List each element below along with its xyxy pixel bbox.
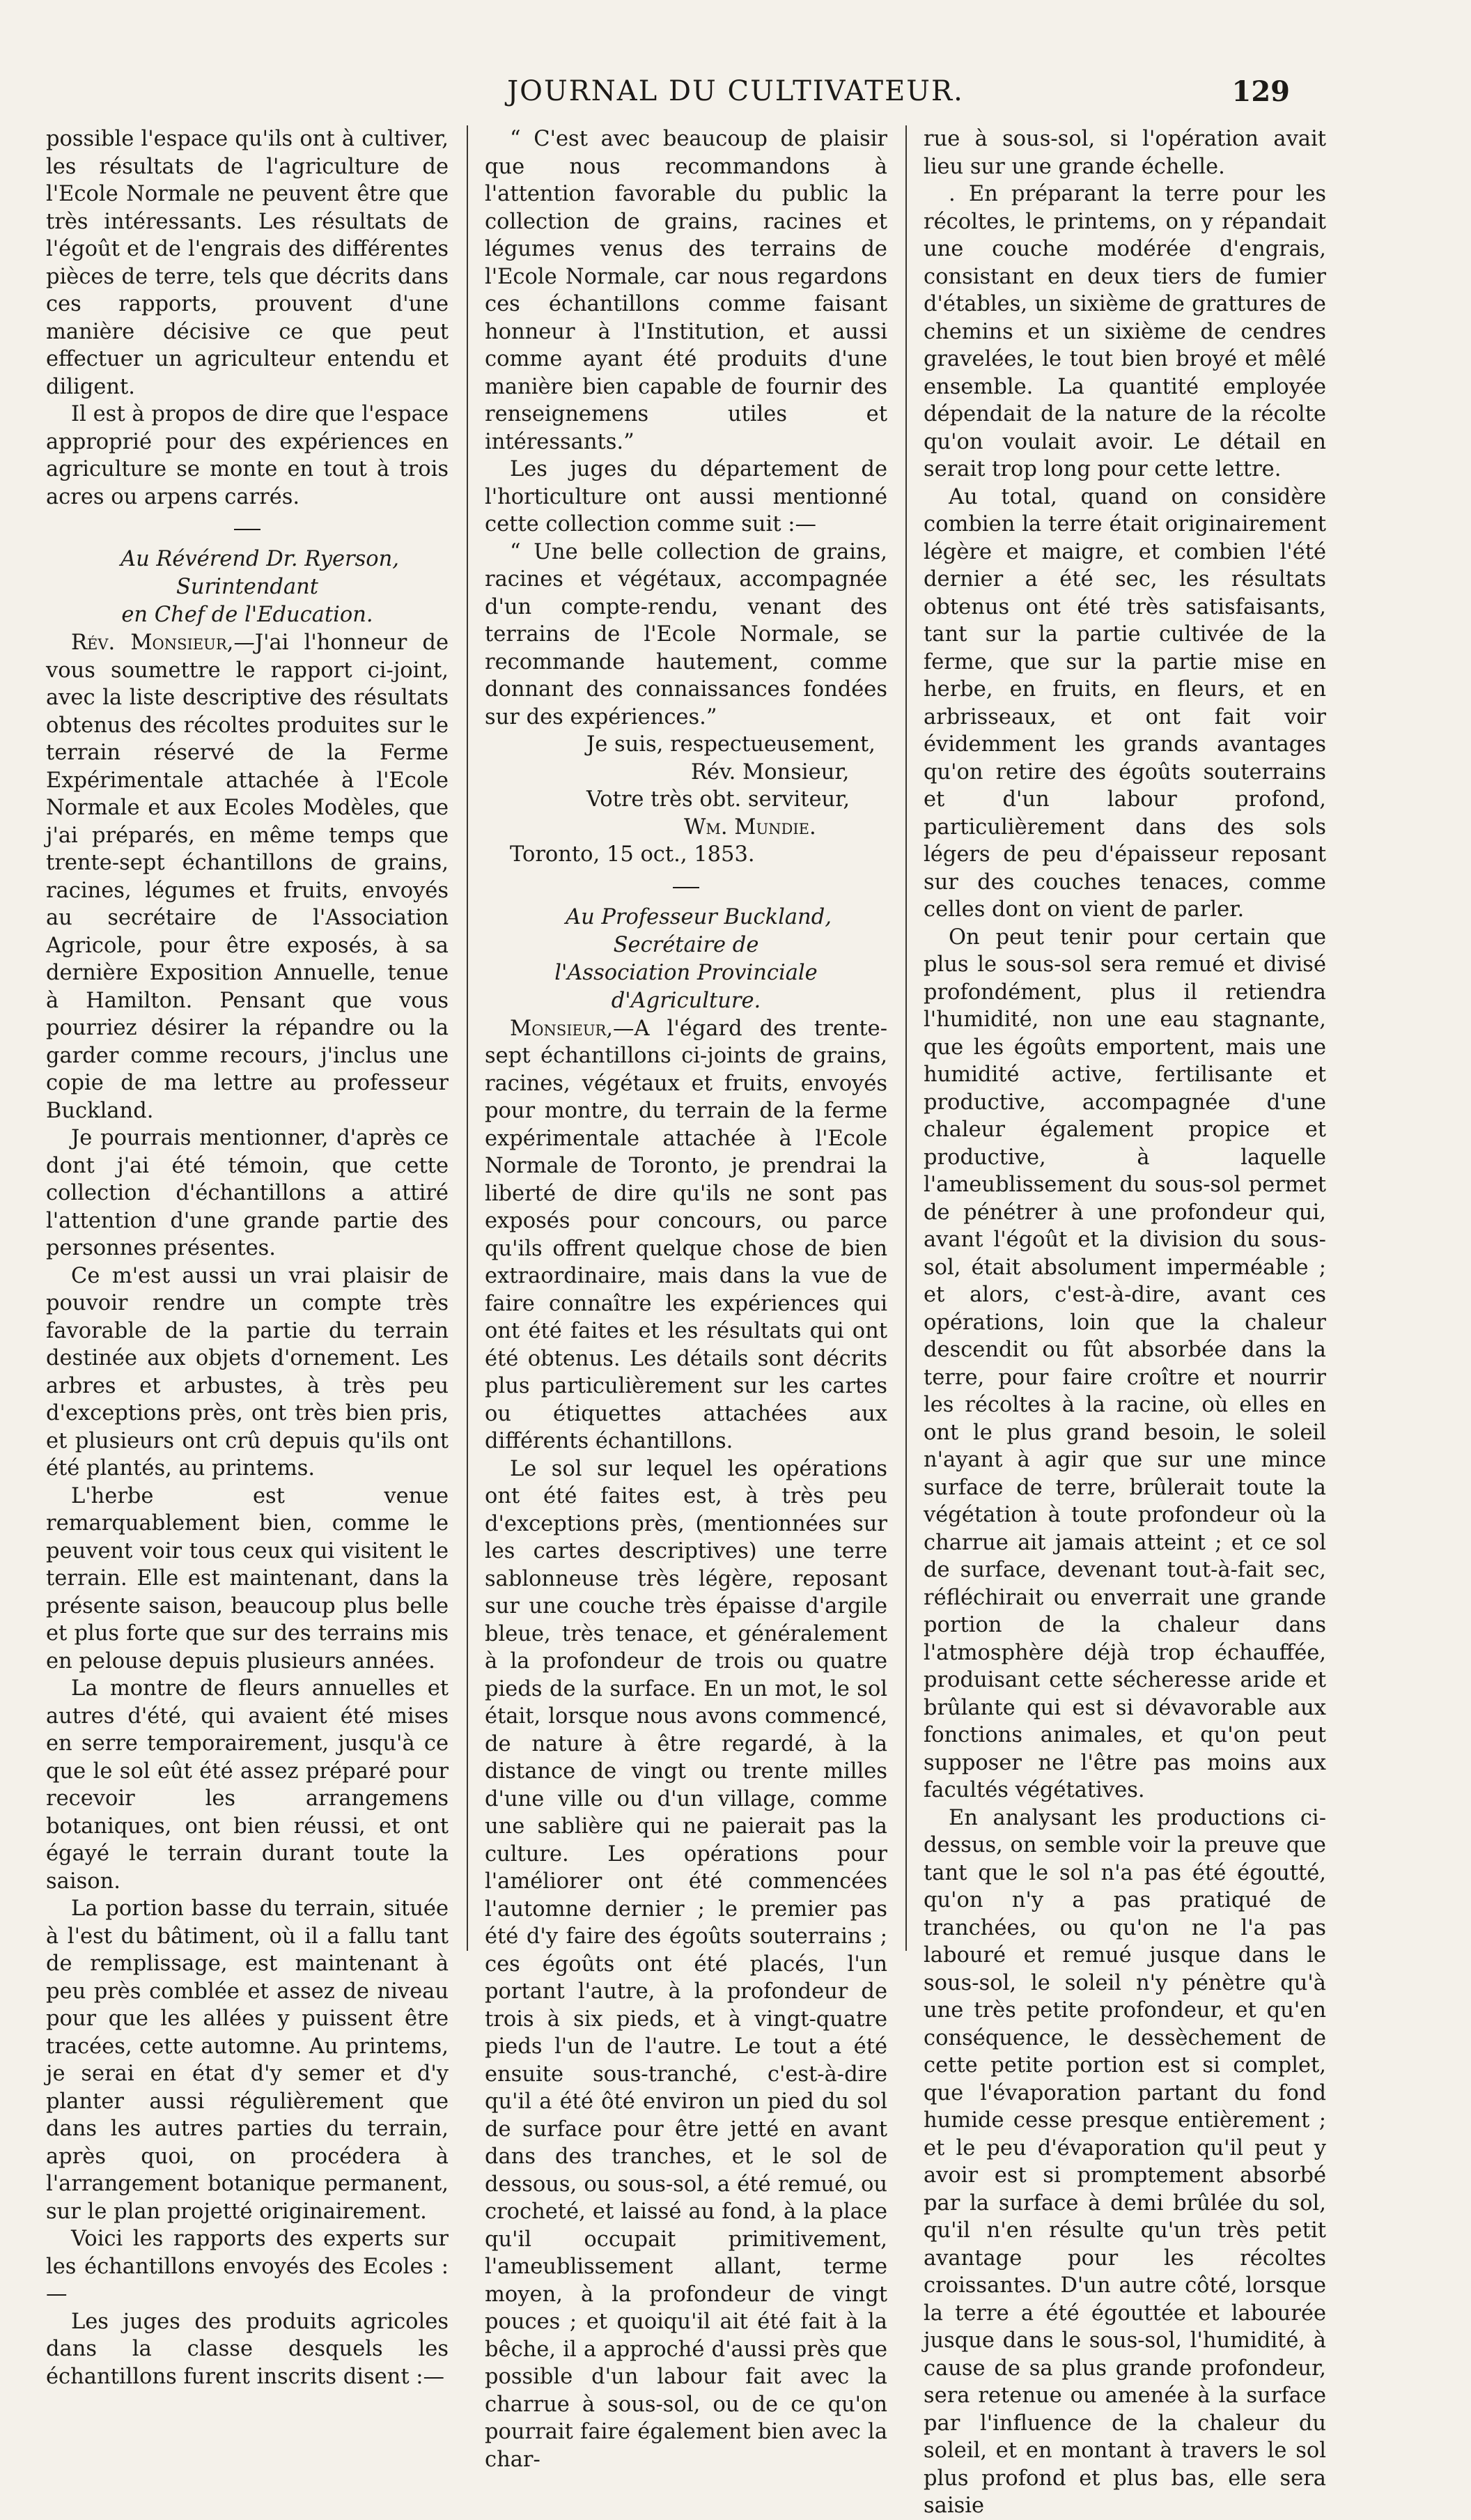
paragraph: possible l'espace qu'ils ont à cultiver, les résultats de l'agriculture de l'Ecole Normale ne peuvent être que très intéressants. Les résultats de l'égoût et de l'engrais des différentes pièces de terre, tels que décrits dans ces rapports, prouvent d'une manière décisive ce que peut effectuer un agriculteur entendu et diligent.: [46, 127, 449, 399]
addressee-line: l'Association Provinciale d'Agriculture.: [554, 960, 818, 1013]
letter-closing: Votre très obt. serviteur,: [586, 787, 850, 812]
addressee-line: Au Professeur Buckland, Secrétaire de: [566, 904, 832, 957]
paragraph: Le sol sur lequel les opérations ont été faites est, à très peu d'exceptions près, (mentionnées sur les cartes descriptives) une terre sablonneuse très légère, reposant sur une couche très épaisse d'argile bleue, très tenace, et généralement à la profondeur de trois ou quatre pieds de la surface. En un mot, le sol était, lorsque nous avons commencé, de nature à être regardé, à la distance de vingt ou trente milles d'une ville ou d'un village, comme une sablière qui ne paierait pas la culture. Les opérations pour l'améliorer ont été commencées l'automne dernier ; le premier pas été d'y faire des égoûts souterrains ; ces égoûts ont été placés, l'un portant l'autre, à la profondeur de trois à six pieds, et à vingt-quatre pieds l'un de l'autre. Le tout a été ensuite sous-tranché, c'est-à-dire qu'il a été ôté environ un pied du sol de surface pour être jetté en avant dans des tranches, et le sol de dessous, ou sous-sol, a été remué, ou crocheté, et laissé au fond, à la place qu'il occupait primitivement, l'ameublissement allant, terme moyen, à la profondeur de vingt pouces ; et quoiqu'il ait été fait à la bêche, il a approché d'aussi près que possible d'un labour fait avec la charrue à sous-sol, ou de ce qu'on pourrait faire également bien avec la char-: [485, 1456, 887, 2472]
quoted-paragraph: “ Une belle collection de grains, racines et végétaux, accompagnée d'un compte-rendu, venant des terrains de l'Ecole Normale, se recommande hautement, comme donnant des connaissances fondées sur des expériences.”: [485, 539, 887, 729]
paragraph: On peut tenir pour certain que plus le sous-sol sera remué et divisé profondément, plus il retiendra l'humidité, non une eau stagnante, que les égoûts emportent, mais une humidité active, fertilisante et productive, accompagnée d'une chaleur également propice et productive, à laquelle l'ameublissement du sous-sol permet de pénétrer à une profondeur qui, avant l'égoût et la division du sous-sol, était absolument imperméable ; et alors, c'est-à-dire, avant ces opérations, loin que la chaleur descendit ou fût absorbée dans la terre, pour faire croître et nourrir les récoltes à la racine, où elles en ont le plus grand besoin, le soleil n'ayant à agir que sur une mince surface de terre, brûlerait toute la végétation à toute profondeur où la charrue ait jamais atteint ; et ce sol de surface, devenant tout-à-fait sec, réfléchirait ou enverrait une grande portion de la chaleur dans l'atmosphère déjà trop échauffée, produisant cette sécheresse aride et brûlante qui est si dévavorable aux fonctions animales, et qu'on peut supposer ne l'être pas moins aux facultés végétatives.: [924, 925, 1326, 1802]
section-divider: [234, 529, 260, 530]
paragraph: La portion basse du terrain, située à l'est du bâtiment, où il a fallu tant de remplissage, est maintenant à peu près comblée et assez de niveau pour que les allées y puissent être tracées, cette automne. Au printems, je serai en état d'y semer et d'y planter aussi régulièrement que dans les autres parties du terrain, après quoi, on procédera à l'arrangement botanique permanent, sur le plan projetté originairement.: [46, 1896, 449, 2224]
paragraph: Les juges du département de l'horticulture ont aussi mentionné cette collection comme suit :—: [485, 457, 887, 536]
dateline: Toronto, 15 oct., 1853.: [510, 842, 755, 867]
letter-signature: Wm. Mundie.: [684, 814, 816, 840]
letter-closing: Rév. Monsieur,: [691, 759, 850, 784]
column-rule: [467, 125, 468, 1951]
letter-closing: Je suis, respectueusement,: [586, 732, 875, 757]
salutation: Monsieur,: [510, 1016, 614, 1041]
paragraph: Au total, quand on considère combien la terre était originairement légère et maigre, et combien l'été dernier a été sec, les résultats obtenus ont été très satisfaisants, tant sur la partie cultivée de la ferme, que sur la partie mise en herbe, en fruits, en fleurs, et en arbrisseaux, et ont fait voir évidemment les grands avantages qu'on retire des égoûts souterrains et d'un labour profond, particulièrement dans des sols légers de peu d'épaisseur reposant sur des couches tenaces, comme celles dont on vient de parler.: [924, 484, 1326, 922]
letter-addressee: [485, 904, 887, 1015]
text-columns: [46, 125, 1326, 2518]
paragraph: rue à sous-sol, si l'opération avait lieu sur une grande échelle.: [924, 127, 1326, 179]
paragraph: La montre de fleurs annuelles et autres d'été, qui avaient été mises en serre temporairement, jusqu'à ce que le sol eût été assez préparé pour recevoir les arrangemens botaniques, ont bien réussi, et ont égayé le terrain durant toute la saison.: [46, 1676, 449, 1894]
section-divider: [673, 887, 699, 888]
paragraph: En analysant les productions ci-dessus, on semble voir la preuve que tant que le sol n'a pas été égoutté, qu'on n'y a pas pratiqué de tranchées, ou qu'on ne l'a pas labouré et remué jusque dans le sous-sol, le soleil n'y pénètre qu'à une très petite profondeur, et qu'en conséquence, le dessèchement de cette petite portion est si complet, que l'évaporation partant du fond humide cesse presque entièrement ; et le peu d'évaporation qu'il peut y avoir est si promptement absorbé par la surface à demi brûlée du sol, qu'il n'en résulte qu'un très petit avantage pour les récoltes croissantes. D'un autre côté, lorsque la terre a été égouttée et labourée jusque dans le sous-sol, l'humidité, à cause de sa plus grande profondeur, sera retenue ou amenée à la surface par l'influence de la chaleur du soleil, et en montant à travers le sol plus profond et plus bas, elle sera saisie: [924, 1805, 1326, 2518]
paragraph: Voici les rapports des experts sur les échantillons envoyés des Ecoles : —: [46, 2227, 449, 2306]
paragraph: [485, 1015, 887, 1455]
quoted-paragraph: “ C'est avec beaucoup de plaisir que nous recommandons à l'attention favorable du public la collection de grains, racines et légumes venus des terrains de l'Ecole Normale, car nous regardons ces échantillons comme faisant honneur à l'Institution, et aussi comme ayant été produits d'une manière bien capable de fournir des renseignemens utiles et intéressants.”: [485, 127, 887, 454]
page-number: 129: [1231, 75, 1290, 108]
paragraph: Ce m'est aussi un vrai plaisir de pouvoir rendre un compte très favorable de la partie du terrain destinée aux objets d'ornement. Les arbres et arbustes, à très peu d'exceptions près, ont très bien pris, et plusieurs ont crû depuis qu'ils ont été plantés, au printems.: [46, 1263, 449, 1481]
paragraph: Je pourrais mentionner, d'après ce dont j'ai été témoin, que cette collection d'échantillons a attiré l'attention d'une grande partie des personnes présentes.: [46, 1126, 449, 1260]
letter-addressee: [46, 546, 449, 629]
paragraph: . En préparant la terre pour les récoltes, le printems, on y répandait une couche modérée d'engrais, consistant en deux tiers de fumier d'étables, un sixième de grattures de chemins et un sixième de cendres gravelées, le tout bien broyé et mêlé ensemble. La quantité employée dépendait de la nature de la récolte qu'on voulait avoir. Le détail en serait trop long pour cette lettre.: [924, 182, 1326, 481]
paragraph-text: —A l'égard des trente-sept échantillons ci-joints de grains, racines, végétaux et fruits, envoyés pour montre, du terrain de la ferme expérimentale attachée à l'Ecole Normale de Toronto, je prendrai la liberté de dire qu'ils ne sont pas exposés pour concours, ou parce qu'ils offrent quelque chose de bien extraordinaire, mais dans la vue de faire connaître les expériences qui ont été faites et les résultats qui ont été obtenus. Les détails sont décrits plus particulièrement sur les cartes ou étiquettes attachées aux différents échantillons.: [485, 1016, 887, 1453]
salutation: Rév. Monsieur,: [71, 631, 234, 655]
paragraph: Il est à propos de dire que l'espace approprié pour des expériences en agriculture se monte en tout à trois acres ou arpens carrés.: [46, 402, 449, 509]
column-right: [924, 125, 1326, 2518]
column-middle: [485, 125, 887, 2472]
column-left: [46, 125, 449, 2389]
paragraph-text: —J'ai l'honneur de vous soumettre le rapport ci-joint, avec la liste descriptive des résultats obtenus des récoltes produites sur le terrain réservé de la Ferme Expérimentale attachée à l'Ecole Normale et aux Ecoles Modèles, que j'ai préparés, en même temps que trente-sept échantillons de grains, racines, légumes et fruits, envoyés au secrétaire de l'Association Agricole, pour être exposés, à sa dernière Exposition Annuelle, tenue à Hamilton. Pensant que vous pourriez désirer la répandre ou la garder comme recours, j'inclus une copie de ma lettre au professeur Buckland.: [46, 631, 449, 1123]
paragraph: Les juges des produits agricoles dans la classe desquels les échantillons furent inscrits disent :—: [46, 2309, 449, 2389]
column-rule: [905, 125, 907, 1951]
addressee-line: Au Révérend Dr. Ryerson, Surintendant: [120, 547, 399, 599]
addressee-line: en Chef de l'Education.: [121, 603, 373, 627]
paragraph: L'herbe est venue remarquablement bien, comme le peuvent voir tous ceux qui visitent le terrain. Elle est maintenant, dans la présente saison, beaucoup plus belle et plus forte que sur des terrains mis en pelouse depuis plusieurs années.: [46, 1483, 449, 1673]
paragraph: [46, 629, 449, 1124]
running-title: JOURNAL DU CULTIVATEUR.: [507, 75, 964, 107]
